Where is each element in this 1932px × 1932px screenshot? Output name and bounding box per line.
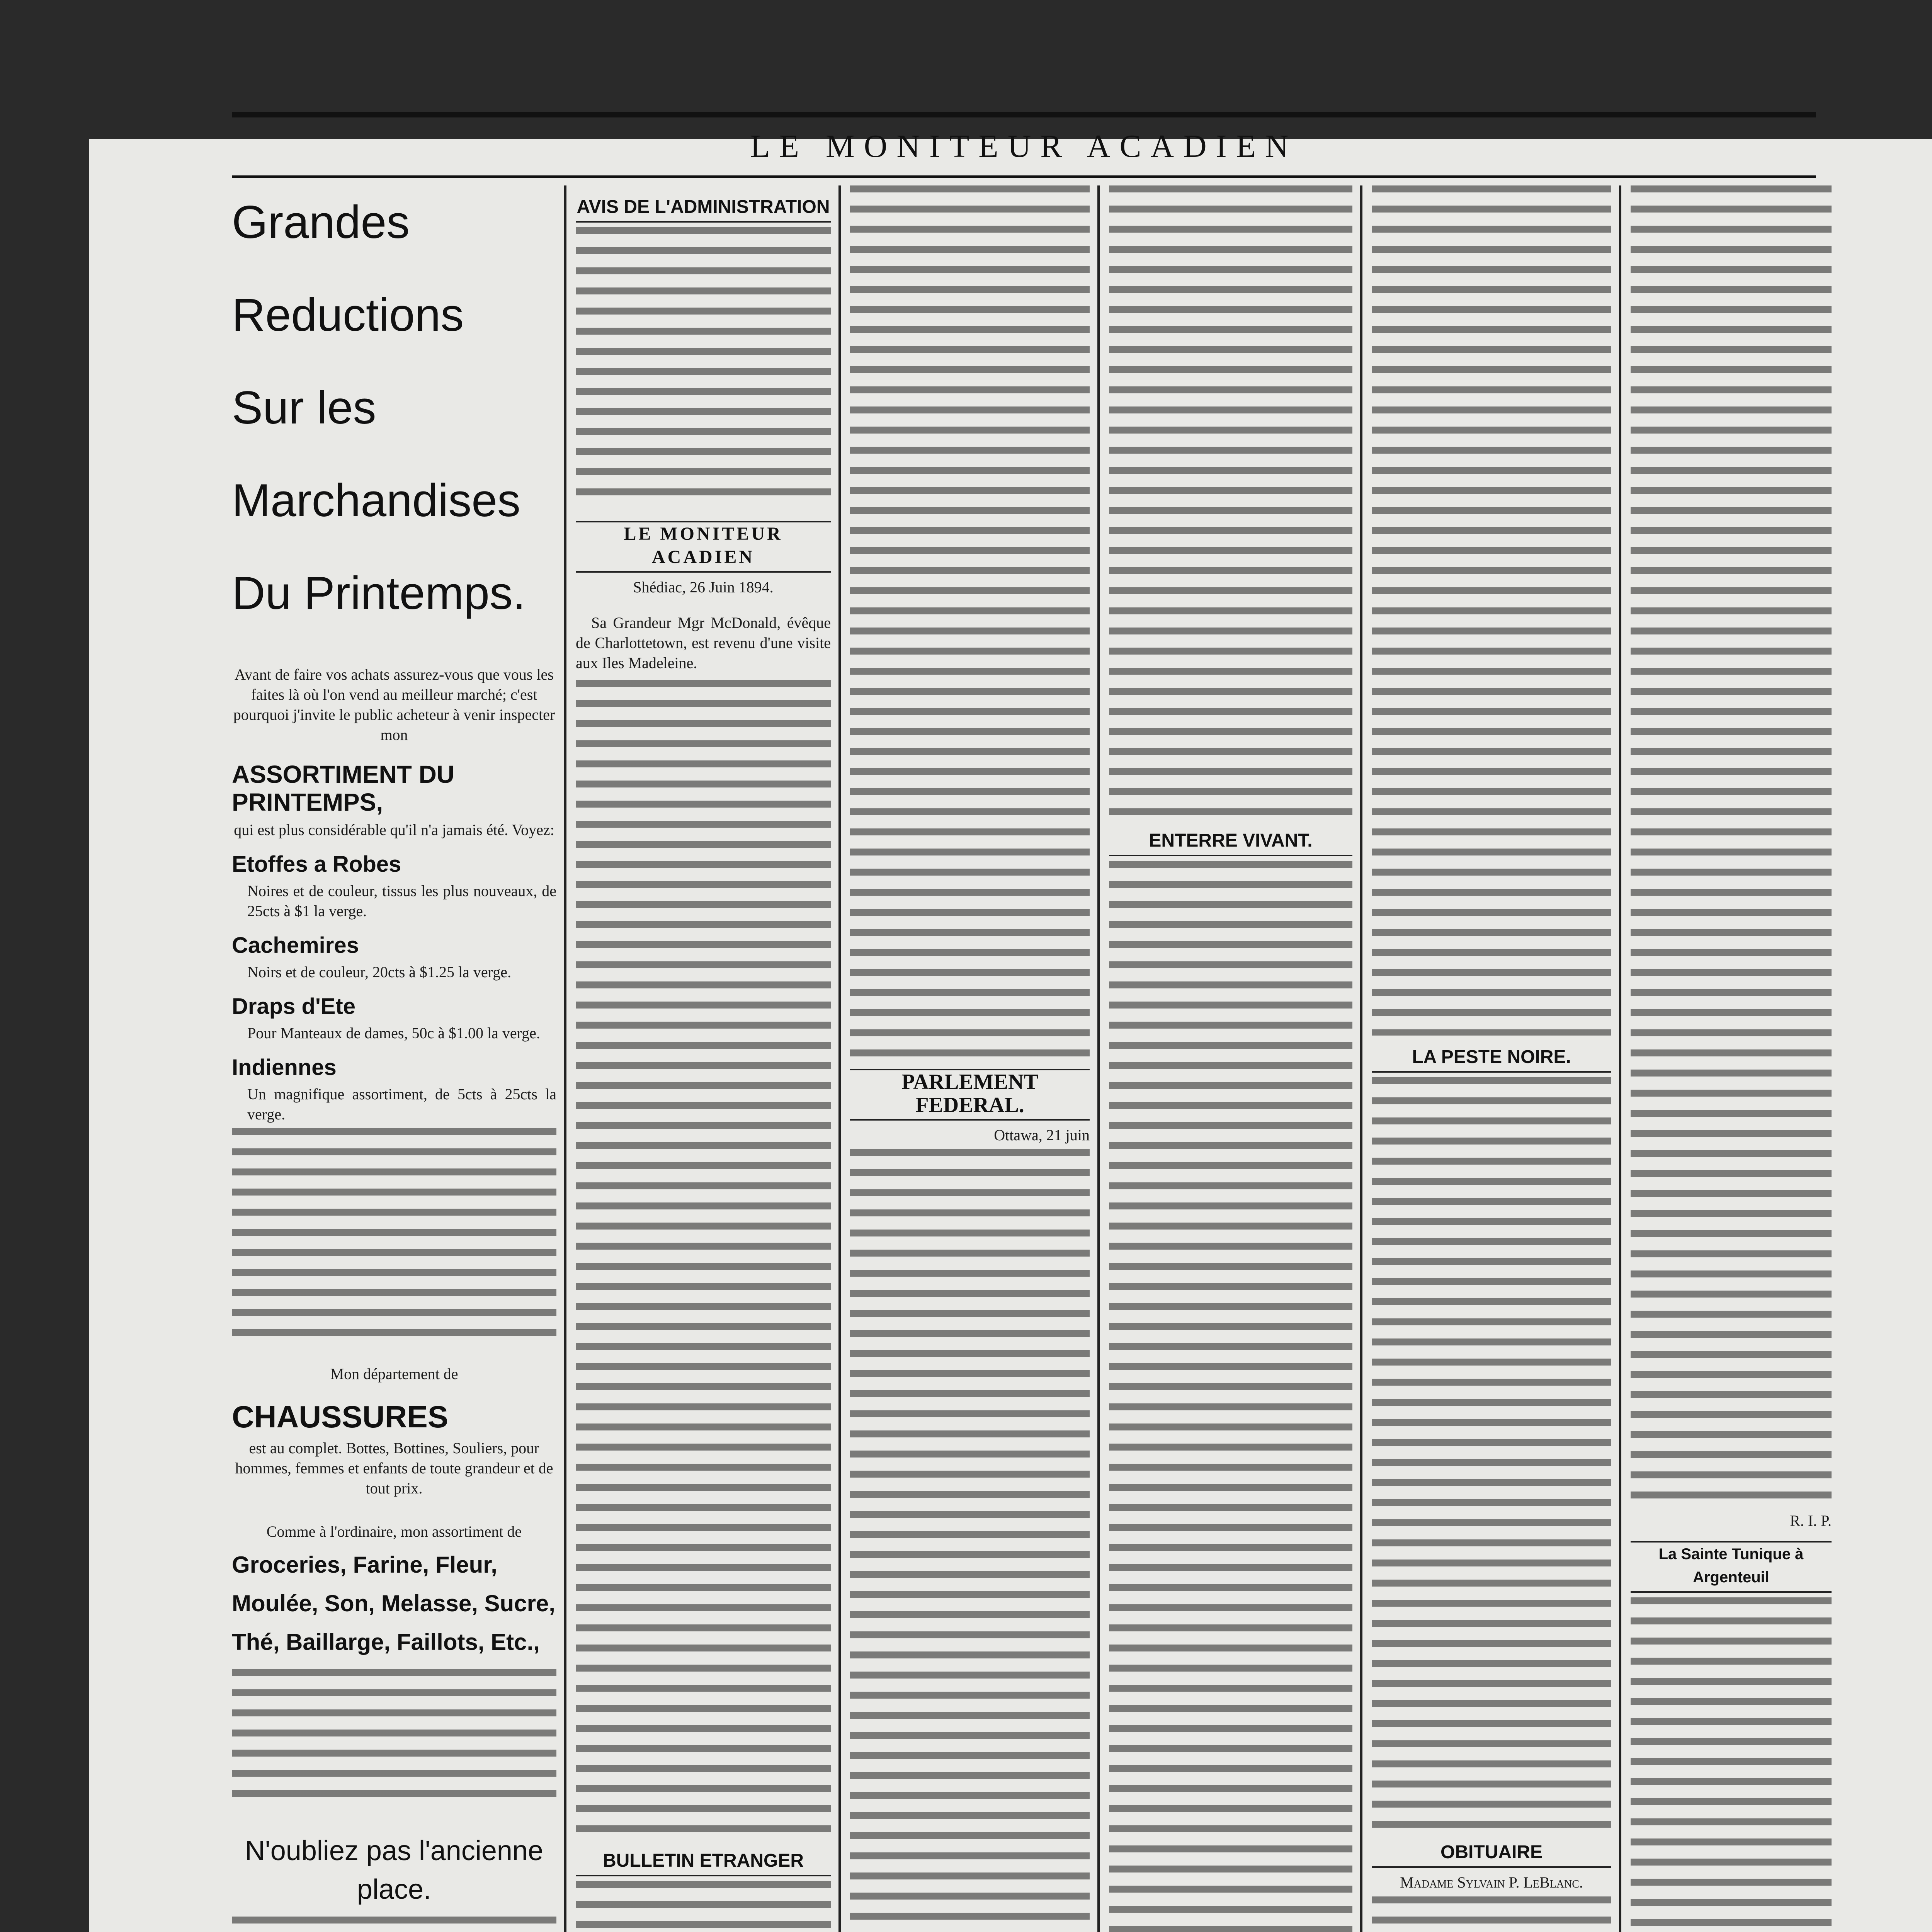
text-block — [232, 1917, 556, 1932]
mini-masthead: LE MONITEUR ACADIEN — [576, 521, 831, 573]
text-block — [1631, 1597, 1832, 1932]
text-block — [576, 1881, 831, 1932]
advertisement-column — [232, 185, 556, 1932]
text-block — [1631, 185, 1832, 1507]
lead-paragraph: Sa Grandeur Mgr McDonald, évêque de Charlottetown, est revenu d'une visite aux Iles Madeleine. — [576, 614, 831, 672]
notice-title: AVIS DE L'ADMINISTRATION — [576, 196, 831, 223]
text-block — [1631, 185, 1832, 1507]
masthead — [232, 112, 1816, 178]
chaussures-title: CHAUSSURES — [232, 1400, 449, 1434]
bulletin-title: BULLETIN ETRANGER — [576, 1849, 831, 1876]
item-name: Cachemires — [232, 933, 359, 958]
ad-intro: Avant de faire vos achats assurez-vous que vous les faites là où l'on vend au meilleur marché; c'est pourquoi j'invite le public acheteur à venir inspecter mon — [233, 666, 555, 743]
assortment-note: qui est plus considérable qu'il n'a jamais été. Voyez: — [234, 821, 554, 838]
ad-headline-line: Grandes — [232, 196, 410, 248]
column-3 — [850, 185, 1090, 1932]
text-block — [232, 1669, 556, 1808]
text-block — [576, 680, 831, 1839]
column-5 — [1372, 185, 1611, 1932]
text-block — [576, 680, 831, 1839]
item-desc: Noires et de couleur, tissus les plus nouveaux, de 25cts à $1 la verge. — [247, 882, 556, 920]
text-block — [850, 1149, 1090, 1932]
column-6 — [1631, 185, 1832, 1932]
item-name: Etoffes a Robes — [232, 852, 401, 877]
text-block — [1372, 1077, 1611, 1831]
parlement-title: PARLEMENT FEDERAL. — [850, 1069, 1090, 1121]
text-block — [232, 1669, 556, 1808]
text-block — [1372, 185, 1611, 1036]
text-block — [850, 185, 1090, 1059]
ad-headline-line: Du Printemps. — [232, 567, 526, 619]
text-block — [576, 1881, 831, 1932]
rip-signature: R. I. P. — [1790, 1512, 1832, 1529]
text-block — [1372, 1896, 1611, 1932]
text-block — [232, 1917, 556, 1932]
goods-list — [232, 1128, 556, 1345]
obituary-title: OBITUAIRE — [1372, 1841, 1611, 1868]
ad-headline-line: Sur les — [232, 382, 376, 434]
item-desc: Noirs et de couleur, 20cts à $1.25 la verge. — [247, 963, 512, 981]
text-block — [1109, 185, 1352, 819]
ad-headline-line: Reductions — [232, 289, 464, 341]
text-block — [1631, 1597, 1832, 1932]
item-name: Draps d'Ete — [232, 994, 355, 1019]
text-block — [1372, 185, 1611, 1036]
text-block — [576, 227, 831, 505]
item-desc: Un magnifique assortiment, de 5cts à 25cts la verge. — [247, 1085, 556, 1123]
column-rule — [1097, 185, 1100, 1932]
obituary-name: Madame Sylvain P. LeBlanc. — [1400, 1874, 1583, 1891]
enterre-vivant-title: ENTERRE VIVANT. — [1109, 829, 1352, 856]
column-4 — [1109, 185, 1352, 1932]
text-block — [1109, 185, 1352, 819]
text-block — [1372, 1896, 1611, 1932]
text-block — [850, 1149, 1090, 1932]
chaussures-intro: Mon département de — [330, 1365, 458, 1383]
text-block — [232, 1128, 556, 1345]
masthead-title: LE MONITEUR ACADIEN — [750, 128, 1298, 164]
column-rule — [1360, 185, 1362, 1932]
text-block — [850, 185, 1090, 1059]
text-block — [1372, 1077, 1611, 1831]
dateline: Shédiac, 26 Juin 1894. — [633, 578, 774, 596]
item-name: Indiennes — [232, 1055, 337, 1080]
text-block — [1109, 861, 1352, 1932]
column-rule — [564, 185, 566, 1932]
assortment-title: ASSORTIMENT DU PRINTEMPS, — [232, 760, 454, 816]
peste-noire-title: LA PESTE NOIRE. — [1372, 1046, 1611, 1073]
ad-headline-line: Marchandises — [232, 474, 521, 526]
ad-headline — [232, 197, 556, 618]
column-rule — [1619, 185, 1621, 1932]
dateline: Ottawa, 21 juin — [994, 1126, 1090, 1144]
text-block — [1109, 861, 1352, 1932]
column-2 — [576, 185, 831, 1932]
item-desc: Pour Manteaux de dames, 50c à $1.00 la verge. — [247, 1024, 540, 1042]
groceries-intro: Comme à l'ordinaire, mon assortiment de — [266, 1523, 522, 1540]
column-rule — [838, 185, 841, 1932]
reminder: N'oubliez pas l'ancienne place. — [245, 1835, 543, 1905]
groceries-list: Groceries, Farine, Fleur, Moulée, Son, Melasse, Sucre, Thé, Baillarge, Faillots, Etc., — [232, 1552, 555, 1655]
sainte-tunique-title: La Sainte Tunique à Argenteuil — [1631, 1541, 1832, 1593]
text-block — [576, 227, 831, 505]
chaussures-desc: est au complet. Bottes, Bottines, Souliers, pour hommes, femmes et enfants de toute grandeur et de tout prix. — [235, 1439, 553, 1497]
